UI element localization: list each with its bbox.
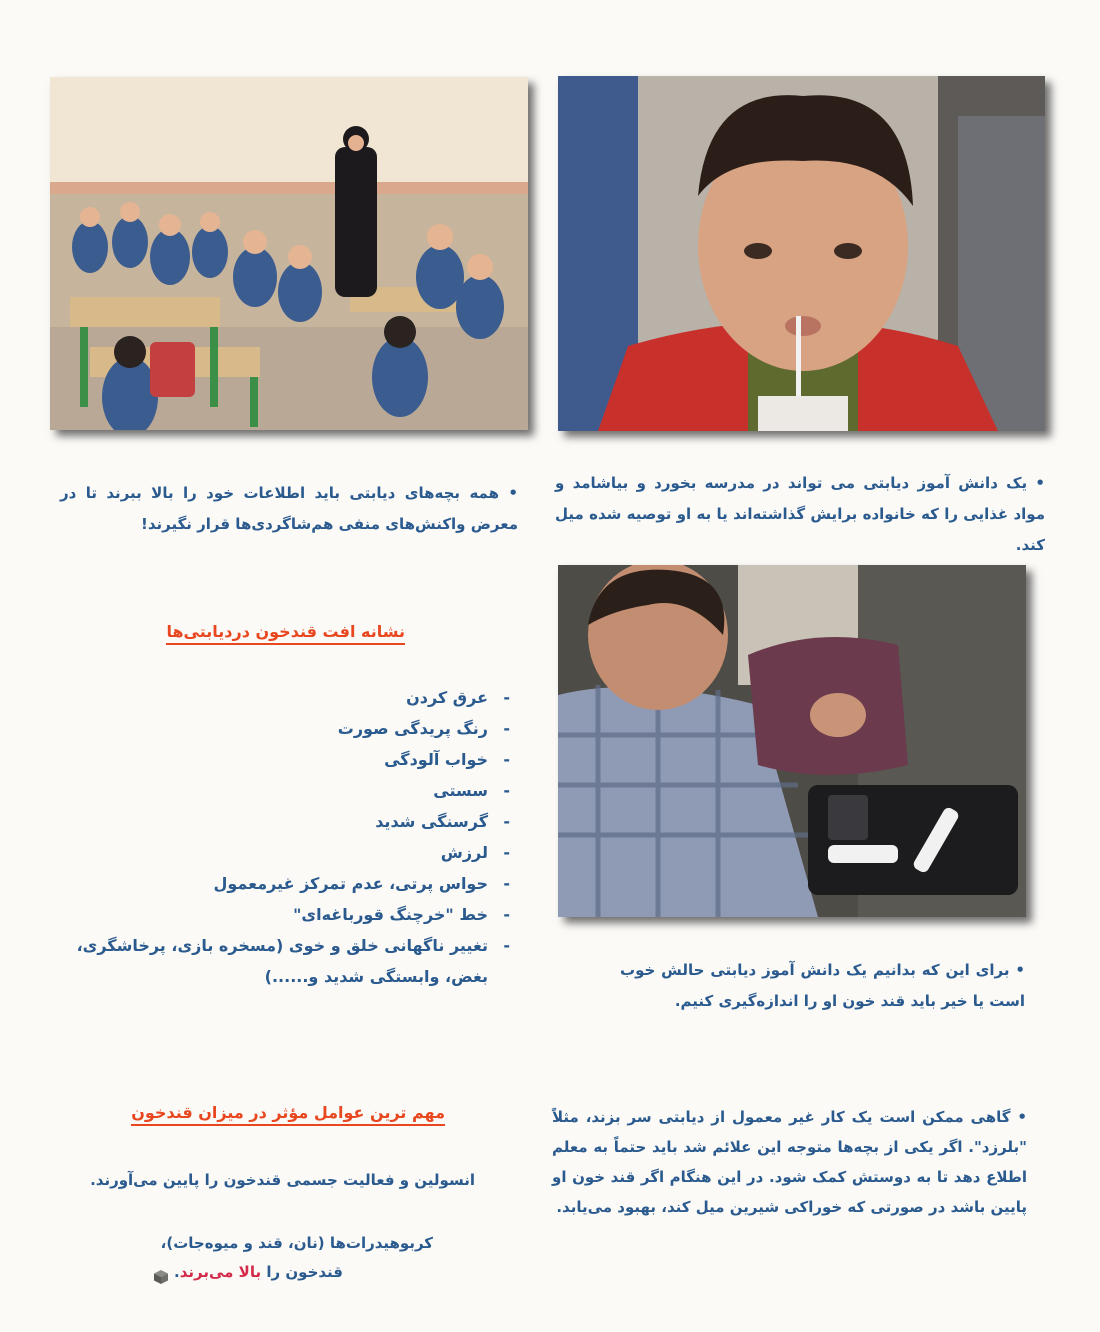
boy-drinking-photo — [558, 76, 1045, 431]
symptom-item: - لرزش — [30, 837, 510, 868]
factors-raise-line — [23, 1257, 343, 1287]
symptom-item: - سستی — [30, 775, 510, 806]
symptoms-list — [30, 682, 510, 992]
caption-classroom: • همه بچه‌های دیابتی باید اطلاعات خود را بالا ببرند تا در معرض واکنش‌های منفی هم‌شاگردی‌ها قرار نگیرند! — [60, 484, 518, 533]
symptom-item: - تغییر ناگهانی خلق و خوی (مسخره بازی، پرخاشگری، بغض، وابستگی شدید و......) — [30, 930, 510, 992]
cube-icon — [153, 1265, 169, 1281]
factors-insulin-line: انسولین و فعالیت جسمی قندخون را پایین می‌آورند. — [90, 1171, 475, 1189]
symptom-item: - حواس پرتی، عدم تمرکز غیرمعمول — [30, 868, 510, 899]
factors-raise-highlight: بالا می‌برند — [179, 1263, 262, 1281]
symptom-item: - گرسنگی شدید — [30, 806, 510, 837]
caption-boy-drinking: • یک دانش آموز دیابتی می تواند در مدرسه بخورد و بیاشامد و مواد غذایی را که خانواده برایش گذاشته‌اند یا به او توصیه شده میل کند. — [555, 474, 1045, 554]
factors-carbs-line: کربوهیدرات‌ها (نان، قند و میوه‌جات)، — [160, 1234, 433, 1252]
boy-glucometer-photo — [558, 565, 1026, 917]
classroom-photo — [50, 77, 528, 430]
caption-glucometer: • برای این که بدانیم یک دانش آموز دیابتی حالش خوب است یا خیر باید قند خون او را اندازه‌گیری کنیم. — [620, 961, 1025, 1010]
symptom-item: - خط "خرچنگ قورباغه‌ای" — [30, 899, 510, 930]
symptom-item: - رنگ پریدگی صورت — [30, 713, 510, 744]
symptom-item: - خواب آلودگی — [30, 744, 510, 775]
behavior-note: • گاهی ممکن است یک کار غیر معمول از دیابتی سر بزند، مثلاً "بلرزد". اگر یکی از بچه‌ها متوجه این علائم شد باید حتماً به معلم اطلاع دهد تا به دوستش کمک شود. در این هنگام اگر قند خون او پایین باشد در صورتی که خوراکی شیرین میل کند، بهبود می‌یابد. — [552, 1108, 1027, 1216]
symptoms-heading: نشانه افت قندخون دردیابتی‌ها — [166, 622, 405, 645]
factors-raise-suffix: . — [174, 1263, 180, 1281]
factors-heading: مهم ترین عوامل مؤثر در میزان قندخون — [131, 1103, 445, 1126]
symptom-item: - عرق کردن — [30, 682, 510, 713]
factors-raise-prefix: قندخون را — [266, 1263, 343, 1281]
